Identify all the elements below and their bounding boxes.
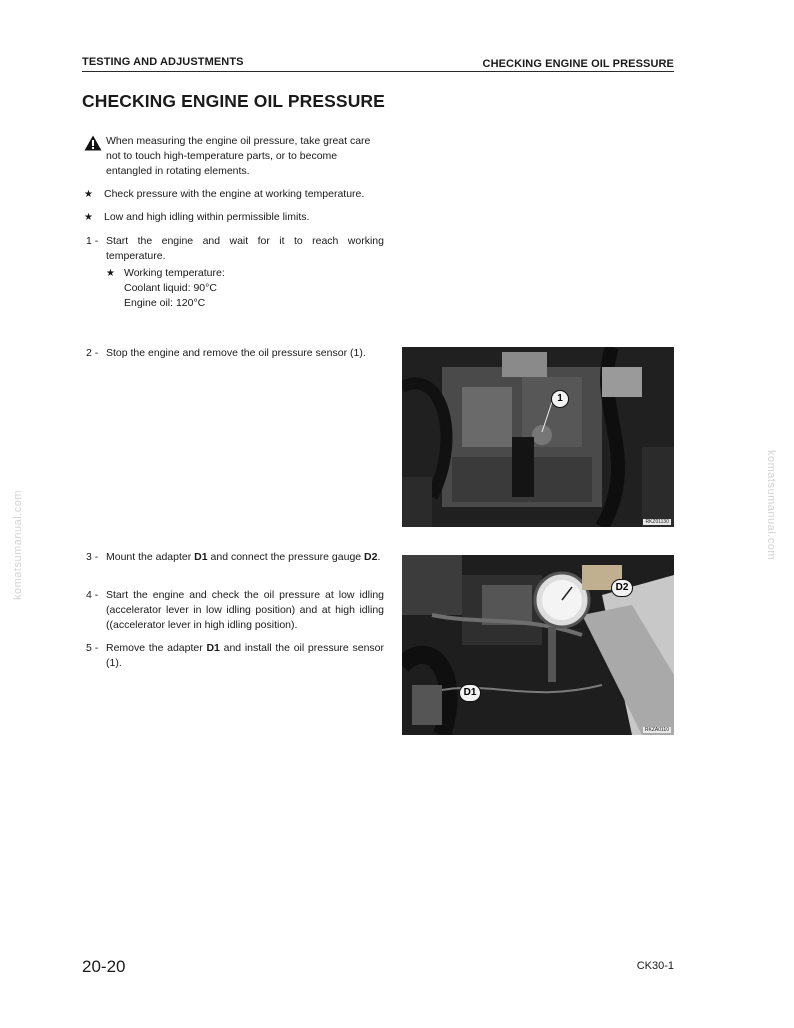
step-text: Stop the engine and remove the oil pressure sensor (1). <box>106 347 366 359</box>
step-4 <box>86 588 384 633</box>
note-item <box>84 210 382 225</box>
warning-block <box>84 134 382 179</box>
step-text: Start the engine and wait for it to reach working temperature. <box>106 235 384 262</box>
note-text: Check pressure with the engine at working temperature. <box>104 188 365 200</box>
coolant-temp: Coolant liquid: 90°C <box>124 282 217 294</box>
step-number: 3 - <box>86 551 99 563</box>
working-temp-title: Working temperature: <box>124 267 225 279</box>
step-number: 1 - <box>86 235 99 247</box>
step-number: 2 - <box>86 347 99 359</box>
warning-triangle-icon <box>84 135 102 151</box>
step-number: 5 - <box>86 642 99 654</box>
callout-gauge: D2 <box>611 579 633 597</box>
header-right: CHECKING ENGINE OIL PRESSURE <box>482 58 674 70</box>
figure-oil-pressure-sensor <box>402 347 674 527</box>
engine-photo-1 <box>402 347 674 527</box>
step-number: 4 - <box>86 589 99 601</box>
callout-sensor: 1 <box>551 390 569 408</box>
step-text: Remove the adapter D1 and install the oil pressure sensor (1). <box>106 642 384 669</box>
figure-code: RKZA0110 <box>644 727 669 733</box>
header-left: TESTING AND ADJUSTMENTS <box>82 56 244 68</box>
step-1-note <box>106 266 366 311</box>
step-2 <box>86 346 384 361</box>
note-text: Low and high idling within permissible limits. <box>104 211 310 223</box>
engine-photo-2 <box>402 555 674 735</box>
page-number: 20-20 <box>82 957 126 976</box>
step-text: Start the engine and check the oil pressure at low idling (accelerator lever in low idling position) and at high idling ((accelerator lever in high idling position). <box>106 589 384 631</box>
watermark-left: komatsumanual.com <box>12 490 24 600</box>
page-title: CHECKING ENGINE OIL PRESSURE <box>82 91 385 111</box>
header-rule <box>82 71 674 72</box>
warning-text: When measuring the engine oil pressure, take great care not to touch high-temperature parts, or to become entangled in rotating elements. <box>106 135 371 177</box>
star-icon: ★ <box>106 268 115 279</box>
callout-adapter: D1 <box>459 684 481 702</box>
step-3 <box>86 550 384 565</box>
step-1 <box>86 234 384 264</box>
star-icon: ★ <box>84 212 93 223</box>
star-icon: ★ <box>84 189 93 200</box>
watermark-right: komatsumanual.com <box>765 450 777 560</box>
oil-temp: Engine oil: 120°C <box>124 297 206 309</box>
note-item <box>84 187 382 202</box>
step-text: Mount the adapter D1 and connect the pressure gauge D2. <box>106 551 381 563</box>
figure-pressure-gauge <box>402 555 674 735</box>
figure-code: RKZ01130 <box>645 519 669 525</box>
document-code: CK30-1 <box>636 960 674 972</box>
step-5 <box>86 641 384 671</box>
